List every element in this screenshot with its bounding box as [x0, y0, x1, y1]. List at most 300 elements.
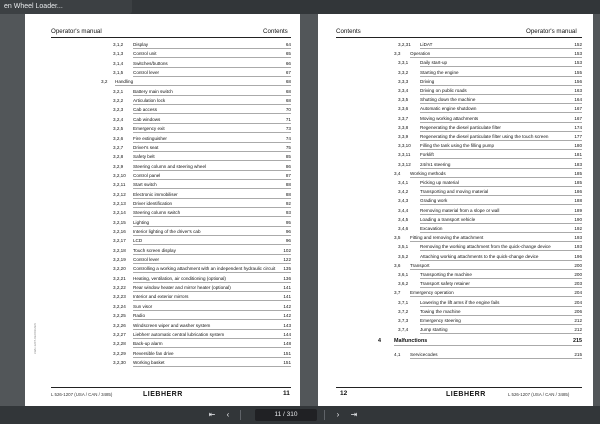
toc-title: Safety belt	[133, 154, 155, 160]
toc-number: 3,3,6	[398, 106, 409, 112]
toc-rule	[420, 158, 582, 159]
toc-title: Interior and exterior mirrors	[133, 294, 189, 300]
toc-row[interactable]	[51, 210, 291, 219]
toc-page: 183	[574, 161, 582, 167]
toc-title: Transport	[410, 262, 430, 268]
toc-title: Working methods	[410, 170, 446, 176]
toc-page: 204	[574, 299, 582, 305]
toc-number: 3,3,4	[398, 88, 409, 93]
toc-number: 3,2,22	[113, 285, 126, 291]
left-liebherr-logo: LIEBHERR	[143, 391, 183, 398]
toc-rule	[420, 324, 582, 325]
toc-row[interactable]	[336, 97, 582, 106]
toc-page: 95	[285, 219, 291, 225]
toc-row[interactable]	[51, 248, 291, 257]
toc-number: 3,7,1	[398, 299, 409, 305]
toc-rule	[133, 113, 291, 114]
toc-rule	[133, 272, 291, 273]
right-header-title: Operator's manual	[526, 28, 577, 35]
toc-rule	[133, 67, 291, 68]
toc-row[interactable]	[336, 79, 582, 88]
toc-page: 136	[283, 275, 291, 281]
toc-number: 3,4,3	[398, 198, 409, 204]
toc-row[interactable]	[51, 257, 291, 266]
toc-rule	[133, 160, 291, 161]
toc-number: 3,2,31	[398, 42, 411, 47]
toc-row[interactable]	[336, 300, 582, 309]
toc-row[interactable]	[51, 294, 291, 303]
toc-page: 70	[285, 107, 291, 113]
left-footer-rule	[51, 387, 291, 388]
toc-title: Lighting	[133, 219, 150, 225]
toc-title: Towing the machine	[420, 308, 461, 314]
toc-title: Interior lighting of the driver's cab	[133, 229, 201, 234]
toc-page: 174	[574, 124, 582, 130]
toc-number: 3,2,5	[113, 126, 124, 132]
toc-rule	[420, 315, 582, 316]
toc-title: Cab windows	[133, 116, 161, 122]
toc-number: 4,1	[394, 351, 401, 357]
toc-rule	[133, 179, 291, 180]
toc-row[interactable]	[336, 143, 582, 152]
toc-rule	[133, 291, 291, 292]
left-doc-code: L 526-1207 (USA / CAN / 3485)	[51, 392, 113, 397]
toc-row[interactable]	[51, 351, 291, 360]
toc-row[interactable]	[51, 98, 291, 107]
toc-row[interactable]	[51, 136, 291, 145]
toc-page: 215	[573, 338, 582, 345]
toc-rule	[133, 151, 291, 152]
toc-rule	[420, 186, 582, 187]
toc-title: Removing the working attachment from the quick-change device	[420, 244, 551, 250]
toc-number: 3,2,18	[113, 247, 126, 253]
toc-page: 148	[283, 341, 291, 347]
toc-page: 88	[285, 191, 291, 197]
toc-number: 3,4,4	[398, 207, 409, 213]
toc-number: 3,2,26	[113, 322, 126, 328]
toc-rule	[133, 57, 291, 58]
toc-number: 4	[378, 338, 381, 345]
toc-row[interactable]	[51, 304, 291, 313]
toc-rule	[420, 48, 582, 49]
toc-number: 3,3,10	[398, 143, 411, 149]
toc-title: Driving on public roads	[420, 88, 467, 93]
toc-title: Filling the tank using the filling pump	[420, 143, 495, 149]
right-footer-rule	[336, 387, 582, 388]
toc-page: 68	[285, 98, 291, 104]
toc-page: 67	[285, 70, 291, 76]
toc-rule	[420, 278, 582, 279]
toc-row[interactable]	[336, 281, 582, 290]
toc-row[interactable]	[51, 117, 291, 126]
toc-number: 3,7	[394, 290, 401, 296]
toc-row[interactable]	[336, 42, 582, 51]
toc-page: 143	[283, 322, 291, 328]
toc-page: 153	[574, 51, 582, 57]
toc-row[interactable]	[51, 173, 291, 182]
right-page-number: 12	[340, 390, 348, 397]
toc-row[interactable]	[336, 60, 582, 69]
left-header-section: Contents	[263, 28, 288, 35]
toc-row[interactable]	[336, 272, 582, 281]
toc-row[interactable]	[336, 290, 582, 299]
toc-rule	[133, 198, 291, 199]
toc-page: 88	[285, 182, 291, 188]
toc-page: 181	[574, 152, 582, 158]
toc-title: Transport safety retainer	[420, 281, 470, 287]
toolbar-separator	[240, 410, 241, 420]
toc-row[interactable]	[51, 192, 291, 201]
toc-number: 3,2,20	[113, 266, 126, 272]
toc-title: Emergency exit	[133, 126, 165, 132]
toc-page: 68	[285, 79, 291, 85]
toc-rule	[410, 177, 582, 178]
toc-rule	[420, 112, 582, 113]
toc-rule	[420, 250, 582, 251]
toc-row[interactable]	[336, 70, 582, 79]
toc-page: 188	[574, 198, 582, 204]
toc-title: Start switch	[133, 182, 157, 188]
toc-number: 3,3,2	[398, 69, 409, 75]
toc-row[interactable]	[51, 154, 291, 163]
toc-row[interactable]	[51, 229, 291, 238]
toc-number: 3,2,15	[113, 219, 126, 225]
toc-number: 3,5,2	[398, 253, 409, 259]
toc-number: 3,2,3	[113, 107, 124, 113]
toc-title: Shutting down the machine	[420, 97, 476, 103]
toc-title: Touch screen display	[133, 247, 176, 253]
toc-row[interactable]	[51, 89, 291, 98]
toc-title: Display	[133, 42, 149, 47]
left-side-code: LWH-1207-02/2011/EN	[33, 323, 37, 354]
left-page-number: 11	[283, 390, 290, 397]
toc-rule	[133, 357, 291, 358]
toc-row[interactable]	[51, 360, 291, 369]
toc-row[interactable]	[336, 327, 582, 336]
toc-title: Attaching working attachments to the quick-change device	[420, 253, 539, 259]
toc-row[interactable]	[51, 220, 291, 229]
toc-rule	[133, 207, 291, 208]
toc-rule	[133, 244, 291, 245]
toc-number: 3,4,2	[398, 189, 409, 195]
toc-rule	[115, 85, 291, 86]
toc-rule	[133, 338, 291, 339]
toc-number: 3,1,2	[113, 42, 124, 47]
toc-page: 141	[283, 285, 291, 291]
toc-page: 151	[283, 350, 291, 356]
toc-rule	[420, 333, 582, 334]
toc-row[interactable]	[336, 116, 582, 125]
toc-row[interactable]	[336, 125, 582, 134]
toc-row[interactable]	[51, 323, 291, 332]
toc-rule	[133, 216, 291, 217]
toc-rule	[133, 282, 291, 283]
toc-title: LCD	[133, 238, 143, 244]
toc-title: Jump starting	[420, 327, 448, 333]
toc-rule	[133, 104, 291, 105]
toc-number: 3,2,29	[113, 350, 126, 356]
toc-title: LiDAT	[420, 42, 433, 47]
toc-rule	[133, 170, 291, 171]
toc-title: Emergency operation	[410, 290, 454, 296]
toc-page: 86	[285, 163, 291, 169]
toc-number: 3,2,19	[113, 257, 126, 263]
toc-row[interactable]	[51, 182, 291, 191]
toc-number: 3,2,21	[113, 275, 126, 281]
toc-row[interactable]	[51, 285, 291, 294]
toc-rule	[133, 48, 291, 49]
toc-page: 193	[574, 235, 582, 241]
toc-page: 203	[574, 281, 582, 287]
toc-number: 3,2,12	[113, 191, 126, 197]
toc-page: 142	[283, 303, 291, 309]
right-liebherr-logo: LIEBHERR	[446, 391, 486, 398]
toc-page: 71	[285, 116, 291, 122]
toc-row[interactable]	[336, 339, 582, 348]
toc-rule	[133, 310, 291, 311]
toc-number: 3,2,6	[113, 135, 124, 141]
toc-number: 3,4,6	[398, 226, 409, 231]
toc-number: 3,3,1	[398, 60, 409, 66]
toc-rule	[420, 232, 582, 233]
toc-title: Control lever	[133, 257, 160, 263]
toc-rule	[133, 329, 291, 330]
toc-number: 3,3	[394, 51, 401, 57]
toc-page: 155	[574, 69, 582, 75]
toc-number: 3,3,5	[398, 97, 409, 103]
toc-rule	[133, 366, 291, 367]
toc-rule	[420, 66, 582, 67]
right-doc-code: L 526-1207 (USA / CAN / 3485)	[508, 392, 570, 397]
toc-number: 3,3,12	[398, 161, 411, 167]
toc-row[interactable]	[336, 309, 582, 318]
toc-number: 3,2	[101, 79, 108, 85]
toc-page: 141	[283, 294, 291, 300]
toc-page: 163	[574, 88, 582, 93]
toc-title: Driver's seat	[133, 144, 159, 150]
toc-row[interactable]	[336, 254, 582, 263]
toc-rule	[420, 140, 582, 141]
toc-page: 185	[574, 180, 582, 185]
toc-row[interactable]	[51, 276, 291, 285]
toc-rule	[420, 131, 582, 132]
toc-number: 3,2,2	[113, 98, 124, 104]
toc-title: Transporting and moving material	[420, 189, 489, 195]
toc-page: 68	[285, 88, 291, 94]
toc-title: Reversible fan drive	[133, 350, 174, 356]
toc-page: 66	[285, 60, 291, 66]
toolbar-separator	[324, 410, 325, 420]
toc-number: 3,1,3	[113, 51, 124, 57]
toc-number: 3,2,7	[113, 144, 124, 150]
prev-page-button[interactable]: ‹	[226, 410, 230, 419]
toc-row[interactable]	[51, 164, 291, 173]
toc-title: Cab access	[133, 107, 158, 113]
toc-row[interactable]	[336, 189, 582, 198]
toc-number: 3,2,17	[113, 238, 126, 244]
toc-rule	[133, 263, 291, 264]
toc-number: 3,1,5	[113, 70, 124, 76]
toc-rule	[420, 223, 582, 224]
toc-title: Lowering the lift arms if the engine fails	[420, 299, 500, 305]
toc-rule	[133, 142, 291, 143]
toc-title: Regenerating the diesel particulate filter	[420, 124, 501, 130]
toc-row[interactable]	[51, 313, 291, 322]
toc-number: 3,3,3	[398, 78, 409, 84]
toc-page: 64	[285, 42, 291, 47]
toc-title: Grading work	[420, 198, 448, 204]
toc-page: 92	[285, 200, 291, 206]
toc-row[interactable]	[51, 79, 291, 88]
toc-title: Loading a transport vehicle	[420, 216, 476, 222]
toc-number: 3,4	[394, 170, 401, 176]
toc-row[interactable]	[51, 70, 291, 79]
toc-number: 3,6,2	[398, 281, 409, 287]
toc-row[interactable]	[336, 134, 582, 143]
last-page-button[interactable]: ⇥	[350, 410, 358, 419]
toc-rule	[133, 347, 291, 348]
toc-row[interactable]	[336, 88, 582, 97]
toc-row[interactable]	[336, 208, 582, 217]
toc-row[interactable]	[51, 42, 291, 51]
toc-row[interactable]	[51, 126, 291, 135]
toc-number: 3,2,13	[113, 200, 126, 206]
left-page	[25, 14, 300, 406]
toc-row[interactable]	[336, 180, 582, 189]
toc-page: 204	[574, 290, 582, 296]
toc-row[interactable]	[336, 226, 582, 235]
toc-row[interactable]	[336, 171, 582, 180]
toc-title: Regenerating the diesel particulate filter using the touch screen	[420, 134, 549, 139]
right-page	[318, 14, 593, 406]
toc-page: 180	[574, 143, 582, 149]
toc-page: 93	[285, 210, 291, 216]
toc-title: Driving	[420, 78, 435, 84]
toc-row[interactable]	[336, 51, 582, 60]
toc-page: 215	[574, 351, 582, 357]
toc-title: Radio	[133, 313, 146, 319]
toc-title: Servicecodes	[410, 351, 438, 357]
toc-title: Daily start-up	[420, 60, 448, 66]
toc-number: 3,4,5	[398, 216, 409, 222]
toc-rule	[133, 300, 291, 301]
right-header-rule	[336, 37, 582, 38]
toc-number: 3,7,4	[398, 327, 409, 333]
right-header-section: Contents	[336, 28, 361, 35]
toc-rule	[420, 204, 582, 205]
toc-row[interactable]	[336, 235, 582, 244]
toc-row[interactable]	[336, 152, 582, 161]
toc-row[interactable]	[336, 217, 582, 226]
toc-row[interactable]	[336, 162, 582, 171]
toc-row[interactable]	[51, 61, 291, 70]
pdf-toolbar	[0, 406, 600, 424]
toc-row[interactable]	[336, 318, 582, 327]
toc-number: 3,2,1	[113, 88, 124, 94]
toc-row[interactable]	[51, 238, 291, 247]
toc-number: 3,2,8	[113, 154, 124, 160]
toc-title: Removing material from a slope or wall	[420, 207, 500, 213]
toc-number: 3,7,3	[398, 318, 409, 323]
toc-number: 3,5,1	[398, 244, 409, 250]
toc-row[interactable]	[336, 263, 582, 272]
toc-title: Articulation lock	[133, 98, 166, 104]
toc-page: 156	[574, 78, 582, 84]
toc-rule	[133, 319, 291, 320]
toc-title: Operation	[410, 51, 431, 57]
toc-page: 85	[285, 154, 291, 160]
toc-page: 196	[574, 253, 582, 259]
toc-page: 96	[285, 229, 291, 234]
toc-page: 177	[574, 134, 582, 139]
toc-rule	[420, 94, 582, 95]
next-page-button[interactable]: ›	[336, 410, 340, 419]
toc-page: 193	[574, 244, 582, 250]
toc-page: 151	[283, 359, 291, 365]
toc-rule	[420, 260, 582, 261]
toc-title: Sun visor	[133, 303, 153, 309]
toc-number: 3,7,2	[398, 308, 409, 314]
toc-row[interactable]	[51, 201, 291, 210]
toc-page: 190	[574, 216, 582, 222]
toc-title: Working basket	[133, 359, 165, 365]
toc-number: 3,2,10	[113, 172, 126, 178]
toc-title: Battery main switch	[133, 88, 173, 94]
toc-page: 164	[574, 97, 582, 103]
toc-number: 3,3,7	[398, 115, 409, 121]
toc-page: 142	[283, 313, 291, 319]
toc-title: Steering column switch	[133, 210, 181, 216]
toc-row[interactable]	[336, 244, 582, 253]
toc-number: 3,2,30	[113, 359, 126, 365]
toc-number: 3,3,11	[398, 152, 411, 158]
first-page-button[interactable]: ⇤	[208, 410, 216, 419]
page-number-input[interactable]: 11 / 310	[255, 409, 317, 421]
toc-number: 3,2,16	[113, 229, 126, 234]
toc-page: 206	[574, 308, 582, 314]
toc-page: 186	[574, 189, 582, 195]
toc-title: Controlling a working attachment with an independent hydraulic circuit	[133, 266, 276, 272]
toc-title: Back-up alarm	[133, 341, 163, 347]
toc-rule	[133, 188, 291, 189]
toc-number: 3,3,8	[398, 124, 409, 130]
toc-title: Forklift	[420, 152, 434, 158]
toc-row[interactable]	[51, 341, 291, 350]
toc-page: 200	[574, 272, 582, 277]
toc-row[interactable]	[51, 145, 291, 154]
toc-title: Control lever	[133, 70, 160, 76]
toc-row[interactable]	[336, 352, 582, 361]
toc-page: 135	[283, 266, 291, 272]
toc-rule	[420, 195, 582, 196]
toc-page: 167	[574, 115, 582, 121]
toc-row[interactable]	[51, 266, 291, 275]
toc-row[interactable]	[336, 106, 582, 115]
toc-number: 3,2,27	[113, 331, 126, 337]
browser-tab[interactable]: en Wheel Loader...	[0, 0, 132, 14]
toc-number: 3,6,1	[398, 272, 409, 277]
toc-title: Driver identification	[133, 200, 173, 206]
toc-number: 3,4,1	[398, 180, 409, 185]
toc-row[interactable]	[51, 51, 291, 60]
toc-title: Fitting and removing the attachment	[410, 235, 484, 241]
toc-title: 24/m1 steering	[420, 161, 451, 167]
toc-row[interactable]	[51, 332, 291, 341]
toc-row[interactable]	[51, 107, 291, 116]
toc-row[interactable]	[336, 198, 582, 207]
toc-title: Automatic engine shutdown	[420, 106, 477, 112]
toc-title: Excavation	[420, 226, 443, 231]
